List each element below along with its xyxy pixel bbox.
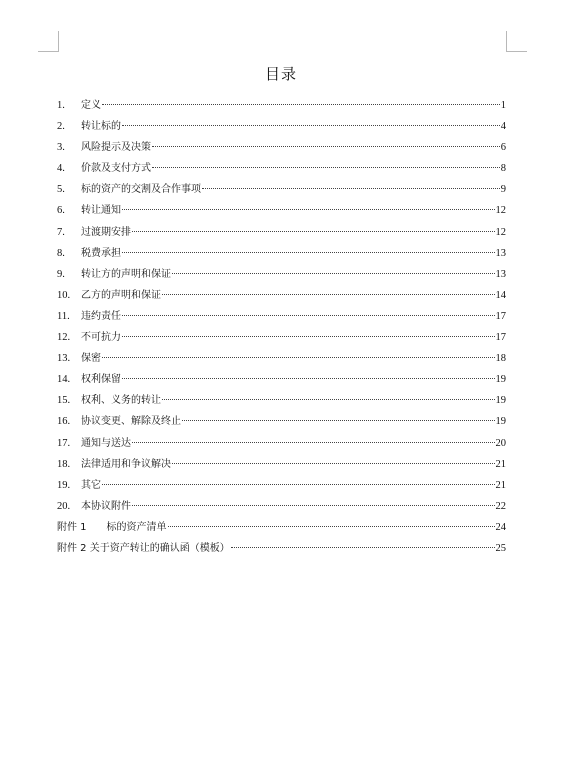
toc-entry-number: 4. <box>57 163 65 175</box>
toc-entry-page: 21 <box>495 458 506 470</box>
dot-leader <box>122 378 495 379</box>
toc-entry-page: 17 <box>495 310 506 322</box>
toc-entry-number: 6. <box>57 205 65 217</box>
toc-entry-label: 定义 <box>81 100 101 111</box>
toc-appendix-page: 25 <box>495 542 506 554</box>
toc-appendix-entry[interactable] <box>57 540 506 561</box>
toc-entry-label: 不可抗力 <box>81 332 121 344</box>
toc-entry-number: 10. <box>57 289 71 301</box>
toc-entry-page: 19 <box>495 374 506 386</box>
dot-leader <box>102 357 495 358</box>
toc-title: 目录 <box>264 65 297 83</box>
toc-entry[interactable] <box>57 224 506 245</box>
dot-leader <box>132 231 495 232</box>
toc-entry-label: 保密 <box>81 353 101 365</box>
toc-entry-label: 违约责任 <box>81 310 121 322</box>
toc-entry-page: 12 <box>495 226 506 238</box>
toc-entry-label: 权利保留 <box>81 374 121 386</box>
toc-entry-page: 13 <box>495 247 506 259</box>
toc-entry-label: 风险提示及决策 <box>81 142 151 154</box>
dot-leader <box>202 188 500 189</box>
toc-entry[interactable] <box>57 160 506 181</box>
toc-entry-number: 9. <box>57 268 65 280</box>
toc-entry-page: 21 <box>495 479 506 491</box>
toc-entry[interactable] <box>57 350 506 371</box>
toc-entry-page: 14 <box>495 289 506 301</box>
toc-entry-number: 20. <box>57 500 71 512</box>
dot-leader <box>102 104 500 105</box>
toc-entry-label: 标的资产的交割及合作事项 <box>81 184 201 196</box>
dot-leader <box>122 209 495 210</box>
toc-entry-number: 2. <box>57 121 65 133</box>
toc-entry-label: 本协议附件 <box>81 500 131 512</box>
toc-entry-label: 其它 <box>81 479 101 491</box>
toc-entry-page: 12 <box>495 205 506 217</box>
toc-entry-number: 15. <box>57 395 71 407</box>
toc-entry-label: 乙方的声明和保证 <box>81 289 161 301</box>
toc-appendix-entry[interactable] <box>57 519 506 540</box>
toc-entry-page: 6 <box>500 142 506 154</box>
dot-leader <box>162 399 495 400</box>
toc-appendix-label: 附件 1 标的资产清单 <box>57 521 167 533</box>
toc-entry-label: 转让通知 <box>81 205 121 217</box>
toc-entry-page: 9 <box>500 184 506 196</box>
toc-entry-number: 8. <box>57 247 65 259</box>
toc-entry[interactable] <box>57 413 506 434</box>
toc-entry-label: 税费承担 <box>81 247 121 259</box>
toc-appendix-page: 24 <box>495 521 506 533</box>
toc-entry[interactable] <box>57 435 506 456</box>
dot-leader <box>132 442 495 443</box>
dot-leader <box>172 463 495 464</box>
dot-leader <box>162 294 495 295</box>
toc-entry[interactable] <box>57 245 506 266</box>
dot-leader <box>172 273 495 274</box>
dot-leader <box>122 252 495 253</box>
toc-entry[interactable] <box>57 202 506 223</box>
toc-entry-number: 16. <box>57 416 71 428</box>
toc-entry-number: 18. <box>57 458 71 470</box>
toc-entry-number: 13. <box>57 353 71 365</box>
dot-leader <box>102 484 495 485</box>
dot-leader <box>182 420 495 421</box>
dot-leader <box>122 336 495 337</box>
toc-entry-number: 3. <box>57 142 65 154</box>
toc-entry-page: 20 <box>495 437 506 449</box>
toc-entry-label: 过渡期安排 <box>81 226 131 238</box>
toc-entry-page: 13 <box>495 268 506 280</box>
dot-leader <box>152 146 500 147</box>
toc-entry-label: 转让标的 <box>81 121 121 133</box>
dot-leader <box>168 526 495 527</box>
crop-mark-top-right <box>506 31 527 52</box>
dot-leader <box>152 167 500 168</box>
toc-entry[interactable] <box>57 118 506 139</box>
toc-entry-label: 法律适用和争议解决 <box>81 458 171 470</box>
table-of-contents <box>57 97 506 561</box>
toc-entry-page: 19 <box>495 416 506 428</box>
toc-entry-number: 12. <box>57 332 71 344</box>
dot-leader <box>122 315 495 316</box>
dot-leader <box>122 125 500 126</box>
toc-entry-number: 5. <box>57 184 65 196</box>
toc-entry[interactable] <box>57 329 506 350</box>
dot-leader <box>132 505 495 506</box>
toc-entry-label: 协议变更、解除及终止 <box>81 416 181 428</box>
toc-entry-page: 17 <box>495 332 506 344</box>
toc-entry-label: 权利、义务的转让 <box>81 395 161 407</box>
toc-entry-page: 4 <box>500 121 506 133</box>
toc-entry-label: 转让方的声明和保证 <box>81 268 171 280</box>
toc-entry[interactable] <box>57 266 506 287</box>
dot-leader <box>231 547 495 548</box>
toc-appendix-label: 附件 2 关于资产转让的确认函（模板） <box>57 542 230 554</box>
toc-entry[interactable] <box>57 477 506 498</box>
toc-entry[interactable] <box>57 308 506 329</box>
toc-entry-number: 1. <box>57 100 65 111</box>
toc-entry[interactable] <box>57 456 506 477</box>
toc-entry-page: 19 <box>495 395 506 407</box>
toc-entry-page: 1 <box>500 100 506 111</box>
toc-entry[interactable] <box>57 371 506 392</box>
toc-entry-page: 8 <box>500 163 506 175</box>
toc-entry[interactable] <box>57 181 506 202</box>
toc-entry[interactable] <box>57 97 506 118</box>
toc-entry-number: 19. <box>57 479 71 491</box>
toc-entry-page: 22 <box>495 500 506 512</box>
crop-mark-top-left <box>38 31 59 52</box>
toc-entry-number: 7. <box>57 226 65 238</box>
toc-entry[interactable] <box>57 287 506 308</box>
toc-entry-number: 17. <box>57 437 71 449</box>
toc-entry-label: 通知与送达 <box>81 437 131 449</box>
toc-entry[interactable] <box>57 392 506 413</box>
toc-entry-page: 18 <box>495 353 506 365</box>
toc-entry-number: 14. <box>57 374 71 386</box>
toc-entry-number: 11. <box>57 310 70 322</box>
toc-entry[interactable] <box>57 139 506 160</box>
toc-entry[interactable] <box>57 498 506 519</box>
toc-entry-label: 价款及支付方式 <box>81 163 151 175</box>
